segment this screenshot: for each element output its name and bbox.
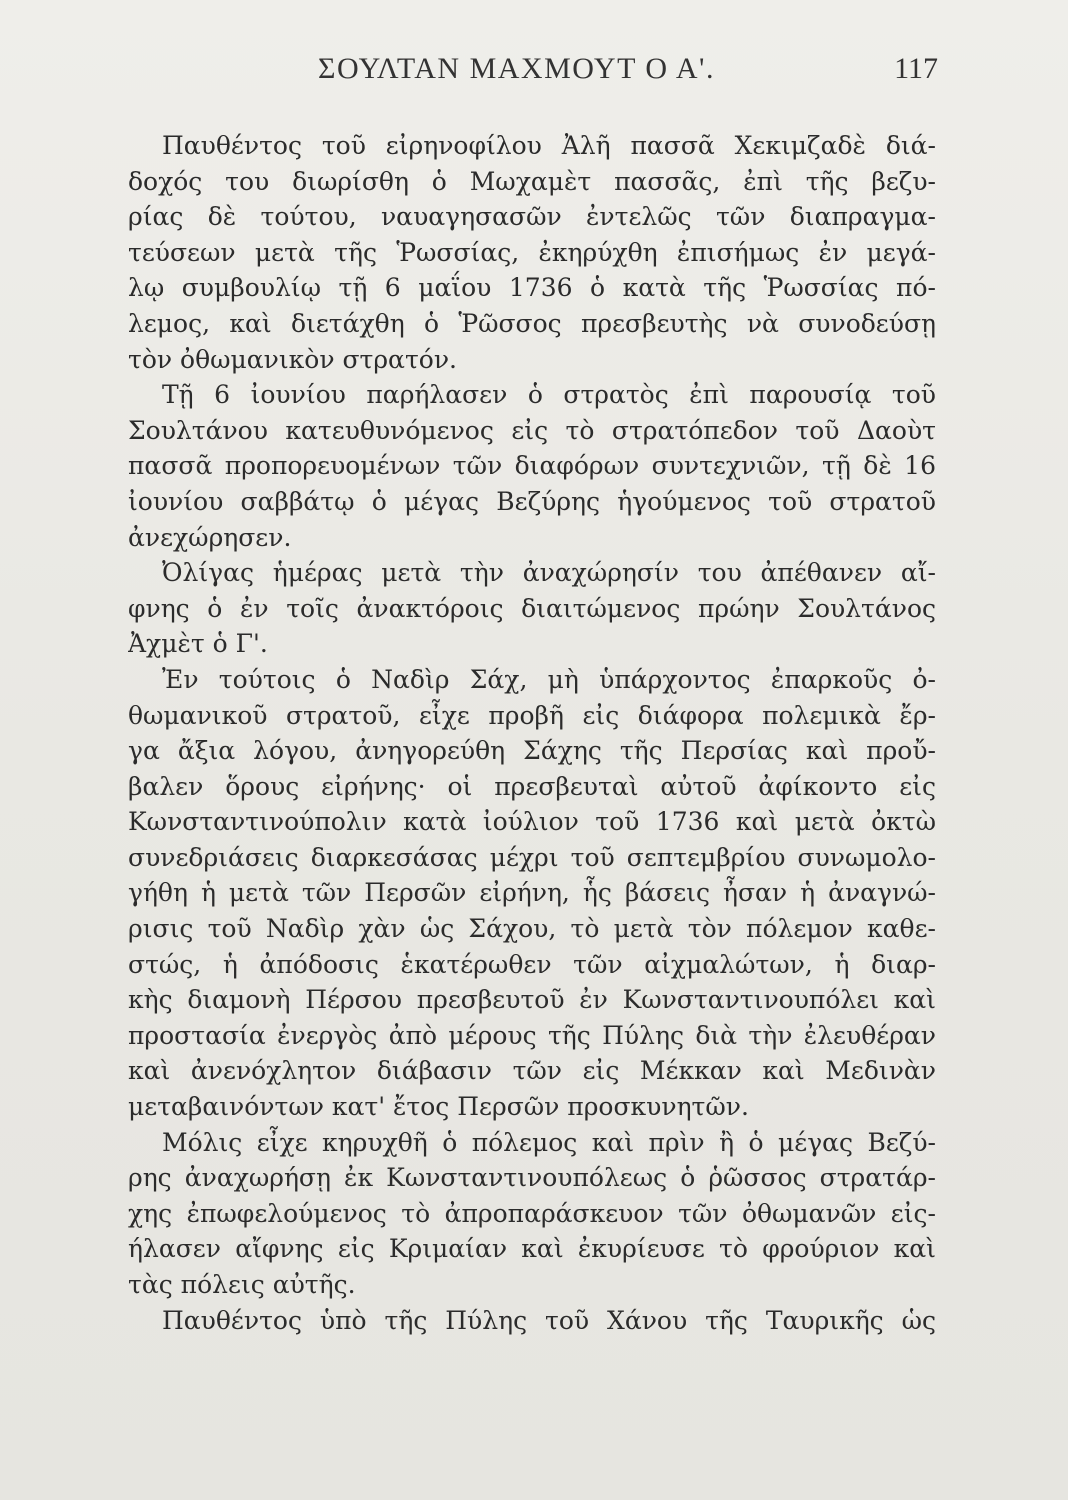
running-head	[318, 52, 938, 92]
text-line: κὴς διαμονὴ Πέρσου πρεσβευτοῦ ἐν Κωνσταντινουπόλει καὶ	[128, 985, 936, 1015]
text-line: Μόλις εἶχε κηρυχθῆ ὁ πόλεμος καὶ πρὶν ἢ ὁ μέγας Βεζύ-	[162, 1127, 936, 1157]
text-line: ρίας δὲ τούτου, ναυαγησασῶν ἐντελῶς τῶν διαπραγμα-	[128, 202, 936, 232]
text-line: τεύσεων μετὰ τῆς Ῥωσσίας, ἐκηρύχθη ἐπισήμως ἐν μεγά-	[128, 237, 936, 267]
text-line: Κωνσταντινούπολιν κατὰ ἰούλιον τοῦ 1736 καὶ μετὰ ὀκτὼ	[128, 807, 936, 837]
text-line: συνεδριάσεις διαρκεσάσας μέχρι τοῦ σεπτεμβρίου συνωμολο-	[128, 842, 936, 872]
text-line: Ἀχμὲτ ὁ Γ'.	[128, 629, 268, 659]
text-line: ρισις τοῦ Ναδὶρ χὰν ὡς Σάχου, τὸ μετὰ τὸν πόλεμον καθε-	[128, 914, 936, 944]
text-line: θωμανικοῦ στρατοῦ, εἶχε προβῆ εἰς διάφορα πολεμικὰ ἔρ-	[128, 700, 936, 730]
text-line: Παυθέντος ὑπὸ τῆς Πύλης τοῦ Χάνου τῆς Ταυρικῆς ὡς	[162, 1305, 936, 1335]
text-line: ἰουνίου σαββάτῳ ὁ μέγας Βεζύρης ἡγούμενος τοῦ στρατοῦ	[128, 486, 936, 516]
text-line: Σουλτάνου κατευθυνόμενος εἰς τὸ στρατόπεδον τοῦ Δαοὺτ	[128, 415, 936, 445]
text-line: προστασία ἐνεργὸς ἀπὸ μέρους τῆς Πύλης διὰ τὴν ἐλευθέραν	[128, 1020, 936, 1050]
text-line: λεμος, καὶ διετάχθη ὁ Ῥῶσσος πρεσβευτὴς νὰ συνοδεύσῃ	[128, 308, 936, 338]
text-line: ήλασεν αἴφνης εἰς Κριμαίαν καὶ ἐκυρίευσε τὸ φρούριον καὶ	[128, 1234, 936, 1264]
text-line: λῳ συμβουλίῳ τῇ 6 μαΐου 1736 ὁ κατὰ τῆς Ῥωσσίας πό-	[128, 273, 936, 303]
text-line: Ἐν τούτοις ὁ Ναδὶρ Σάχ, μὴ ὑπάρχοντος ἐπαρκοῦς ὀ-	[162, 664, 936, 694]
text-line: Παυθέντος τοῦ εἰρηνοφίλου Ἀλῆ πασσᾶ Χεκιμζαδὲ διά-	[162, 131, 936, 160]
text-line: δοχός του διωρίσθη ὁ Μωχαμὲτ πασσᾶς, ἐπὶ τῆς βεζυ-	[128, 166, 936, 196]
text-line: φνης ὁ ἐν τοῖς ἀνακτόροις διαιτώμενος πρώην Σουλτάνος	[128, 593, 936, 623]
running-title: ΣΟΥΛΤΑΝ ΜΑΧΜΟΥΤ Ο Α'.	[318, 52, 715, 85]
text-line: πασσᾶ προπορευομένων τῶν διαφόρων συντεχνιῶν, τῇ δὲ 16	[128, 451, 936, 481]
text-line: τὰς πόλεις αὐτῆς.	[128, 1270, 356, 1299]
text-line: Ὀλίγας ἡμέρας μετὰ τὴν ἀναχώρησίν του ἀπέθανεν αἴ-	[162, 558, 936, 588]
text-line: μεταβαινόντων κατ' ἔτος Περσῶν προσκυνητῶν.	[128, 1092, 749, 1122]
text-line: τὸν ὀθωμανικὸν στρατόν.	[128, 344, 457, 374]
text-line: γα ἄξια λόγου, ἀνηγορεύθη Σάχης τῆς Περσίας καὶ προὔ-	[128, 736, 936, 766]
text-line: ρης ἀναχωρήσῃ ἐκ Κωνσταντινουπόλεως ὁ ῥῶσσος στρατάρ-	[128, 1163, 936, 1193]
text-line: Τῇ 6 ἰουνίου παρήλασεν ὁ στρατὸς ἐπὶ παρουσίᾳ τοῦ	[162, 380, 936, 410]
text-line: χης ἐπωφελούμενος τὸ ἀπροπαράσκευον τῶν ὀθωμανῶν εἰς-	[128, 1198, 936, 1228]
text-line: γήθη ἡ μετὰ τῶν Περσῶν εἰρήνη, ἧς βάσεις ἦσαν ἡ ἀναγνώ-	[128, 878, 936, 908]
text-body	[128, 128, 936, 1338]
text-line: στώς, ἡ ἀπόδοσις ἑκατέρωθεν τῶν αἰχμαλώτων, ἡ διαρ-	[128, 949, 936, 979]
page-number: 117	[894, 52, 938, 85]
text-line: καὶ ἀνενόχλητον διάβασιν τῶν εἰς Μέκκαν καὶ Μεδινὰν	[128, 1056, 936, 1086]
text-line: ἀνεχώρησεν.	[128, 522, 292, 552]
text-line: βαλεν ὅρους εἰρήνης· οἱ πρεσβευταὶ αὐτοῦ ἀφίκοντο εἰς	[128, 771, 936, 801]
